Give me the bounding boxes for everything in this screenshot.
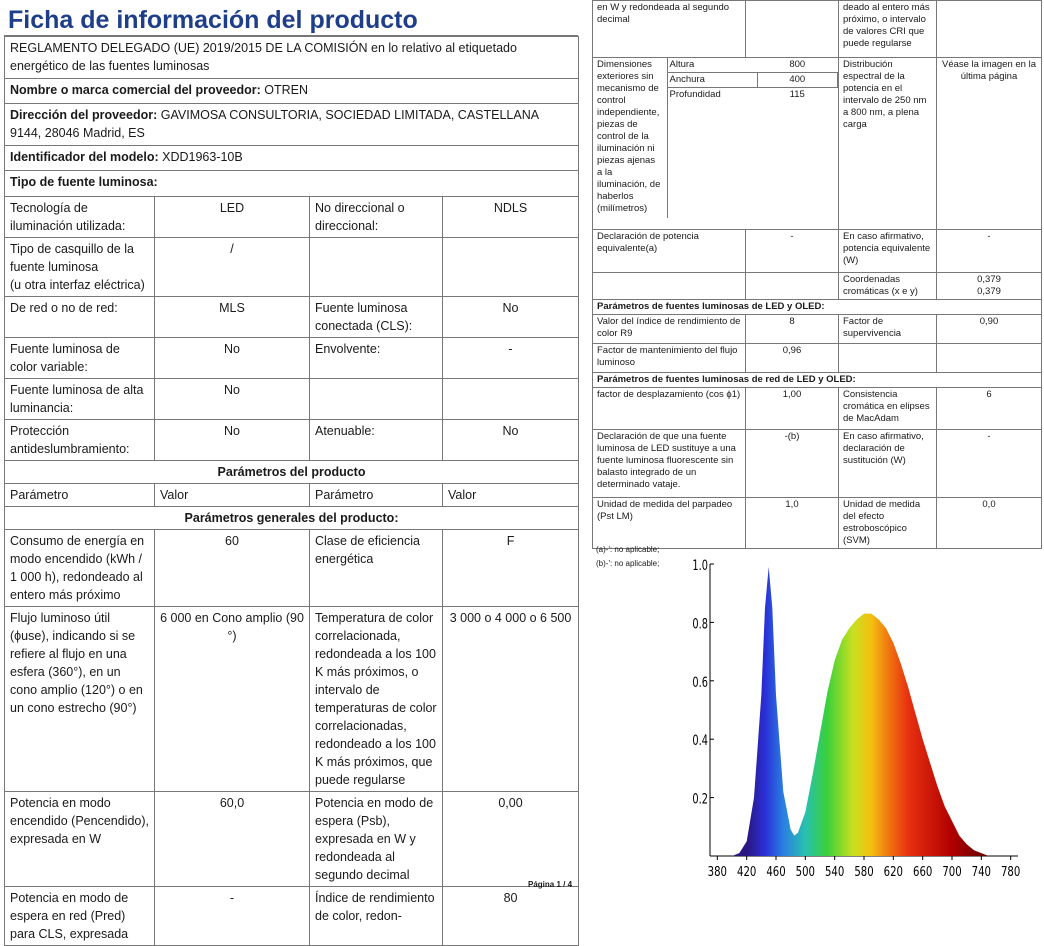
param-label: Factor de mantenimiento del flujo luminoso: [593, 344, 746, 373]
chroma-x: 0,379: [977, 274, 1001, 285]
param-label: De red o no de red:: [5, 297, 155, 338]
page-number: Página 1 / 4: [528, 880, 573, 889]
page-title: Ficha de información del producto: [4, 0, 578, 36]
x-tick-label: 740: [971, 863, 991, 880]
param-label: Consumo de energía en modo encendido (kWh / 1 000 h), redondeado al entero más próximo: [5, 530, 155, 607]
param-label: en W y redondeada al segundo decimal: [593, 1, 746, 58]
address-value: GAVIMOSA CONSULTORIA, SOCIEDAD LIMITADA, CASTELLANA 9144, 28046 Madrid, ES: [10, 108, 539, 140]
param-label: Temperatura de color correlacionada, redondeada a los 100 K más próximos, o intervalo de temperaturas de color correlacionadas, redondeado a los 100 K más próximos, que puede regularse: [310, 607, 443, 792]
source-type-heading: Tipo de fuente luminosa:: [5, 171, 579, 197]
param-label: Envolvente:: [310, 338, 443, 379]
x-tick-labels: [708, 856, 1021, 879]
spectrum-area: [732, 567, 989, 856]
product-info-table-continued: [592, 0, 1042, 549]
x-tick-label: 660: [913, 863, 933, 880]
y-tick-label: 0.2: [692, 790, 708, 808]
param-value: No: [155, 420, 310, 461]
dim-name: Altura: [669, 59, 695, 70]
param-value: 1,0: [746, 498, 839, 549]
general-heading: Parámetros generales del producto:: [5, 507, 579, 530]
socket-type-sublabel: (u otra interfaz eléctrica): [10, 278, 145, 292]
chroma-y: 0,379: [977, 286, 1001, 297]
param-value: [937, 1, 1042, 58]
empty-cell: [593, 273, 746, 300]
address-row: [5, 104, 579, 146]
param-label: No direccional o direccional:: [310, 197, 443, 238]
param-label: [310, 238, 443, 297]
param-value: [443, 379, 579, 420]
dim-name: Profundidad: [669, 89, 721, 100]
mains-heading: Parámetros de fuentes luminosas de red de LED y OLED:: [593, 373, 1042, 388]
model-label: Identificador del modelo:: [10, 150, 159, 164]
dim-name: Anchura: [667, 73, 757, 88]
param-value: No: [155, 338, 310, 379]
y-tick-label: 1.0: [692, 557, 708, 574]
col-header-param: Parámetro: [310, 484, 443, 507]
param-value: 6: [937, 388, 1042, 430]
param-value: NDLS: [443, 197, 579, 238]
param-label: Clase de eficiencia energética: [310, 530, 443, 607]
param-value: -: [937, 430, 1042, 498]
param-label: Fuente luminosa de color variable:: [5, 338, 155, 379]
param-label: Potencia en modo de espera en red (Pred) para CLS, expresada: [5, 887, 155, 946]
y-tick-label: 0.6: [692, 674, 708, 691]
param-label: [839, 344, 937, 373]
dim-value: 400: [757, 73, 838, 88]
param-value: -: [443, 338, 579, 379]
model-value: XDD1963-10B: [162, 150, 243, 164]
param-value: No: [155, 379, 310, 420]
param-label: Flujo luminoso útil (ϕuse), indicando si se refiere al flujo en una esfera (360°), en un cono amplio (120°) o en un cono estrecho (90°): [5, 607, 155, 792]
x-tick-label: 380: [707, 863, 727, 880]
param-value: 60,0: [155, 792, 310, 887]
param-value: [937, 344, 1042, 373]
supplier-label: Nombre o marca comercial del proveedor:: [10, 83, 261, 97]
param-value: -(b): [746, 430, 839, 498]
model-row: [5, 146, 579, 171]
param-label: Consistencia cromática en elipses de MacAdam: [839, 388, 937, 430]
param-label: Unidad de medida del efecto estroboscópico (SVM): [839, 498, 937, 549]
param-value: 0,96: [746, 344, 839, 373]
param-value: /: [155, 238, 310, 297]
param-label: Distribución espectral de la potencia en el intervalo de 250 nm a 800 nm, a plena carga: [839, 58, 937, 230]
param-label: Potencia en modo de espera (Psb), expresada en W y redondeada al segundo decimal: [310, 792, 443, 887]
spectrum-series: [732, 567, 989, 856]
param-value: F: [443, 530, 579, 607]
x-tick-label: 780: [1001, 863, 1021, 880]
param-value: 0,90: [937, 315, 1042, 344]
param-value: -: [746, 230, 839, 273]
supplier-value: OTREN: [264, 83, 309, 97]
led-heading: Parámetros de fuentes luminosas de LED y OLED:: [593, 300, 1042, 315]
col-header-value: Valor: [443, 484, 579, 507]
params-heading: Parámetros del producto: [5, 461, 579, 484]
param-label: Protección antideslumbramiento:: [5, 420, 155, 461]
param-label: Factor de supervivencia: [839, 315, 937, 344]
x-tick-label: 540: [825, 863, 845, 880]
param-label: Tecnología de iluminación utilizada:: [5, 197, 155, 238]
address-label: Dirección del proveedor:: [10, 108, 158, 122]
y-tick-label: 0.8: [692, 615, 708, 632]
param-value: [443, 238, 579, 297]
param-label: Fuente luminosa de alta luminancia:: [5, 379, 155, 420]
col-header-param: Parámetro: [5, 484, 155, 507]
param-value: LED: [155, 197, 310, 238]
param-value: MLS: [155, 297, 310, 338]
param-value: Véase la imagen en la última página: [937, 58, 1042, 230]
footnote: (b)-': no aplicable;: [596, 559, 660, 568]
x-tick-label: 420: [737, 863, 757, 880]
socket-type-label: Tipo de casquillo de la fuente luminosa: [10, 242, 134, 274]
param-label: En caso afirmativo, potencia equivalente (W): [839, 230, 937, 273]
param-label: Unidad de medida del parpadeo (Pst LM): [593, 498, 746, 549]
param-value: No: [443, 297, 579, 338]
x-tick-label: 620: [883, 863, 903, 880]
param-label: En caso afirmativo, declaración de sustitución (W): [839, 430, 937, 498]
y-tick-label: 0.4: [692, 732, 708, 749]
dimensions-subtable: [593, 58, 838, 218]
dimensions-cell: [593, 58, 839, 230]
param-value: 6 000 en Cono amplio (90 °): [155, 607, 310, 792]
param-label: Potencia en modo encendido (Pencendido), expresada en W: [5, 792, 155, 887]
left-page: [4, 0, 578, 946]
dim-value: 115: [789, 89, 805, 100]
param-label: Atenuable:: [310, 420, 443, 461]
regulation-text: REGLAMENTO DELEGADO (UE) 2019/2015 DE LA COMISIÓN en lo relativo al etiquetado energético de las fuentes luminosas: [5, 37, 579, 79]
right-page: [592, 0, 1041, 549]
param-label: [5, 238, 155, 297]
param-label: Índice de rendimiento de color, redon-: [310, 887, 443, 946]
y-tick-labels: [692, 557, 714, 807]
col-header-value: Valor: [155, 484, 310, 507]
param-value: 60: [155, 530, 310, 607]
param-value: [746, 1, 839, 58]
x-tick-label: 700: [942, 863, 962, 880]
param-value: -: [155, 887, 310, 946]
param-label: factor de desplazamiento (cos ϕ1): [593, 388, 746, 430]
x-tick-label: 460: [766, 863, 786, 880]
param-label: Declaración de potencia equivalente(a): [593, 230, 746, 273]
empty-cell: [746, 273, 839, 300]
dim-value: 800: [789, 59, 806, 70]
dimensions-label: Dimensiones exteriores sin mecanismo de control independiente, piezas de control de la iluminación ni piezas ajenas a la iluminación, de haberlos (milímetros): [593, 58, 667, 218]
param-label: deado al entero más próximo, o intervalo de valores CRI que puede regularse: [839, 1, 937, 58]
x-tick-label: 500: [795, 863, 815, 880]
param-label: Valor del índice de rendimiento de color R9: [593, 315, 746, 344]
param-label: Declaración de que una fuente luminosa de LED sustituye a una fuente luminosa fluorescente sin balasto integrado de un determinado vataje.: [593, 430, 746, 498]
param-value: 8: [746, 315, 839, 344]
footnote: (a)-': no aplicable;: [596, 545, 660, 554]
param-value: 3 000 o 4 000 o 6 500: [443, 607, 579, 792]
param-label: [310, 379, 443, 420]
product-info-table: [4, 36, 579, 946]
param-value: 0,0: [937, 498, 1042, 549]
param-value: 0,00: [443, 792, 579, 887]
footnotes: [596, 543, 659, 571]
spectrum-chart: [688, 556, 1028, 888]
param-value: 80: [443, 887, 579, 946]
param-value: No: [443, 420, 579, 461]
param-value: -: [937, 230, 1042, 273]
param-value: [937, 273, 1042, 300]
param-value: 1,00: [746, 388, 839, 430]
supplier-row: [5, 79, 579, 104]
param-label: Coordenadas cromáticas (x e y): [839, 273, 937, 300]
x-tick-label: 580: [854, 863, 874, 880]
param-label: Fuente luminosa conectada (CLS):: [310, 297, 443, 338]
